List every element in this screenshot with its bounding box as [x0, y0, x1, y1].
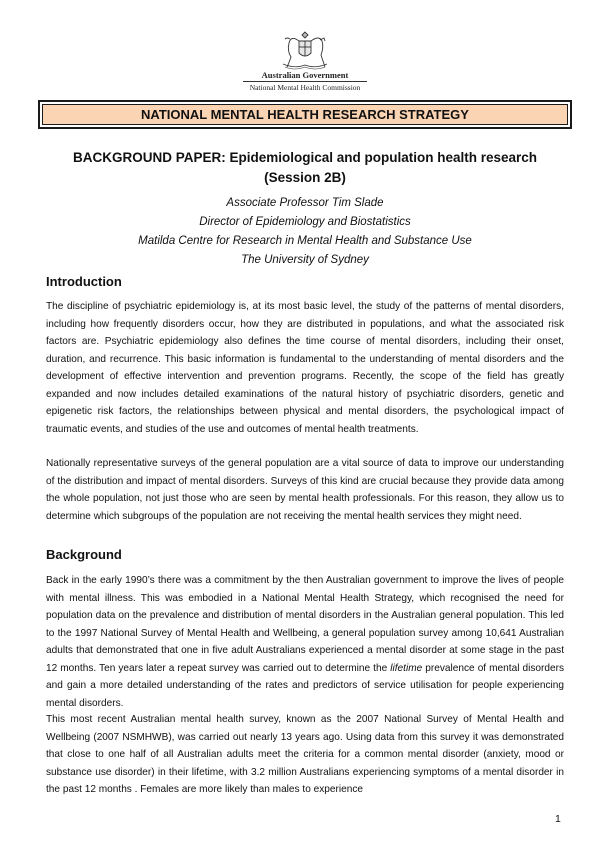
- background-paragraph-1-end: prevalence of mental disorders and gain a more detailed understanding of the rates and predictors of service utilisation for people experiencing mental disorders.: [46, 662, 565, 709]
- background-paragraph-2: This most recent Australian mental health survey, known as the 2007 National Survey of Mental Health and Wellbeing (2007 NSMHWB), was carried out nearly 13 years ago. Using data from this survey it was demonstrated that close to one half of all Australian adults meet the criteria for a common mental disorder (anxiety, mood or substance use disorder) in their lifetime, with 3.2 million Australians experiencing symptoms of a mental disorder in the past 12 months . Females are more likely than males to experience: [46, 714, 564, 795]
- paper-title: [40, 148, 570, 188]
- background-paragraph-1-start: Back in the early 1990’s there was a commitment by the then Australian government to improve the lives of people with mental illness. This was embodied in a National Mental Health Strategy, which recognised the need for population data on the prevalence and distribution of mental disorders in the Australian general population. This led to the 1997 National Survey of Mental Health and Wellbeing, a general population survey among 10,641 Australian adults that demonstrated that one in five adult Australians experienced a mental disorder at some stage in the past 12 months. Ten years later a repeat survey was carried out to determine the: [46, 575, 564, 674]
- page-number: 1: [555, 813, 561, 825]
- author-centre: Matilda Centre for Research in Mental Health and Substance Use: [138, 235, 472, 247]
- background-heading: Background: [46, 547, 122, 562]
- paper-title-line-1: BACKGROUND PAPER: Epidemiological and population health research: [72, 150, 538, 165]
- background-paragraph-1: [46, 572, 564, 712]
- government-name: Australian Government: [261, 70, 349, 80]
- header-divider: [243, 81, 367, 82]
- author-university: The University of Sydney: [241, 254, 369, 266]
- author-name: Associate Professor Tim Slade: [226, 197, 384, 209]
- strategy-banner-title: NATIONAL MENTAL HEALTH RESEARCH STRATEGY: [42, 104, 568, 125]
- introduction-heading: Introduction: [46, 274, 122, 289]
- lifetime-emphasis: lifetime: [390, 662, 423, 674]
- strategy-banner: [38, 100, 572, 129]
- commission-name: National Mental Health Commission: [249, 83, 361, 92]
- author-block: [40, 194, 570, 270]
- coat-of-arms-icon: [277, 31, 333, 71]
- author-role: Director of Epidemiology and Biostatistics: [199, 216, 411, 228]
- paper-title-line-2: (Session 2B): [264, 170, 346, 185]
- introduction-paragraph-1: The discipline of psychiatric epidemiology is, at its most basic level, the study of the patterns of mental disorders, including how frequently disorders occur, how they are distributed in populations, and what the associated risk factors are. Psychiatric epidemiology also defines the time course of mental disorders, including their onset, duration, and recurrence. This basic information is fundamental to the understanding of mental disorders and the development of effective intervention and prevention programs. Recently, the scope of the field has greatly expanded and now includes detailed examinations of the natural history of psychiatric disorders, genetic and epigenetic risk factors, the relationships between physical and mental disorders, the psychological impact of traumatic events, and studies of the use and outcomes of mental health treatments.: [46, 301, 564, 435]
- introduction-paragraph-2: Nationally representative surveys of the general population are a vital source of data to improve our understanding of the distribution and impact of mental disorders. Surveys of this kind are crucial because they provide data among the whole population, not just those who are seen by mental health professionals. For this reason, they allow us to determine which subgroups of the population are not receiving the mental health services they might need.: [46, 458, 564, 522]
